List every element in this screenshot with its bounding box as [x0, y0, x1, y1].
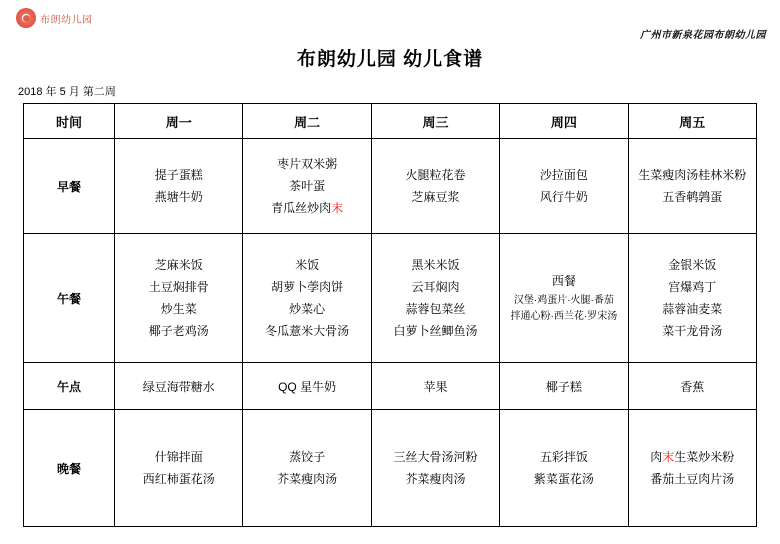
cell-lunch-monday: [115, 234, 243, 363]
kindergarten-logo: [16, 6, 106, 30]
cell-snack-wednesday: 苹果: [371, 363, 499, 410]
cell-snack-monday: 绿豆海带糖水: [115, 363, 243, 410]
menu-item: 五香鹌鹑蛋: [662, 190, 723, 204]
menu-item: 芝麻米饭: [154, 257, 203, 272]
menu-item-highlighted: 青瓜丝炒肉末: [271, 201, 344, 216]
table-header-row: [24, 104, 757, 139]
cell-lunch-wednesday: [371, 234, 499, 363]
row-label-lunch: 午餐: [24, 234, 115, 363]
table-row: [24, 139, 757, 234]
cell-lunch-friday: [628, 234, 756, 363]
page-title: 布朗幼儿园 幼儿食谱: [296, 49, 484, 70]
cell-lunch-tuesday: [243, 234, 371, 363]
cell-dinner-monday: [115, 410, 243, 527]
menu-item-highlighted: 肉末生菜炒米粉: [650, 449, 735, 464]
menu-item: 提子蛋糕: [154, 167, 203, 182]
cell-dinner-friday: [628, 410, 756, 527]
cell-breakfast-tuesday: [243, 139, 371, 234]
menu-item: 生菜瘦肉汤桂林米粉: [638, 167, 747, 182]
menu-item: 芥菜瘦肉汤: [277, 472, 338, 486]
document-header: [0, 0, 780, 41]
cell-breakfast-thursday: [500, 139, 628, 234]
menu-item: 椰子老鸡汤: [148, 324, 209, 339]
table-row: [24, 234, 757, 363]
menu-item: 白萝卜丝鲫鱼汤: [393, 324, 478, 339]
menu-item: 燕塘牛奶: [154, 190, 203, 204]
column-header-thursday: 周四: [500, 104, 628, 139]
menu-item: 芝麻豆浆: [411, 190, 460, 204]
menu-item: 枣片双米粥: [277, 156, 338, 171]
menu-item: 沙拉面包: [539, 167, 588, 182]
menu-item: 炒生菜: [160, 302, 197, 316]
cell-snack-thursday: 椰子糕: [500, 363, 628, 410]
menu-item: 五彩拌饭: [539, 449, 588, 464]
week-subtitle: 2018 年 5 月 第二周: [18, 86, 116, 98]
cell-dinner-wednesday: [371, 410, 499, 527]
red-suffix: 末: [331, 201, 344, 216]
table-row: [24, 410, 757, 527]
menu-item: 金银米饭: [668, 257, 717, 272]
menu-item: 冬瓜薏米大骨汤: [265, 324, 350, 339]
menu-item: 胡萝卜荸肉饼: [271, 279, 344, 294]
school-name: 广州市新泉花园布朗幼儿园: [640, 30, 766, 41]
cell-snack-tuesday: QQ 星牛奶: [243, 363, 371, 410]
column-header-tuesday: 周二: [243, 104, 371, 139]
menu-item: 炒菜心: [289, 302, 326, 316]
menu-item: 宫爆鸡丁: [668, 279, 717, 294]
menu-item: 蒜蓉包菜丝: [405, 302, 466, 316]
menu-note: 汉堡·鸡蛋片·火腿·番茄 拌通心粉·西兰花·罗宋汤: [510, 294, 618, 322]
cell-dinner-thursday: [500, 410, 628, 527]
menu-item: 风行牛奶: [539, 190, 588, 204]
menu-item: 土豆焖排骨: [148, 279, 209, 294]
column-header-monday: 周一: [115, 104, 243, 139]
table-row: [24, 363, 757, 410]
flower-icon: [16, 8, 36, 28]
menu-item: 紫菜蛋花汤: [533, 472, 594, 486]
menu-item: 菜干龙骨汤: [662, 324, 723, 339]
menu-item: 茶叶蛋: [289, 178, 326, 193]
menu-item: 米饭: [295, 257, 320, 272]
row-label-snack: 午点: [24, 363, 115, 410]
column-header-friday: 周五: [628, 104, 756, 139]
menu-item: 蒜蓉油麦菜: [662, 302, 723, 316]
cell-breakfast-monday: [115, 139, 243, 234]
cell-breakfast-friday: [628, 139, 756, 234]
menu-item: 什锦拌面: [154, 449, 203, 464]
row-label-breakfast: 早餐: [24, 139, 115, 234]
column-header-time: 时间: [24, 104, 115, 139]
cell-snack-friday: 香蕉: [628, 363, 756, 410]
menu-item: 云耳焖肉: [411, 279, 460, 294]
cell-breakfast-wednesday: [371, 139, 499, 234]
column-header-wednesday: 周三: [371, 104, 499, 139]
menu-item: 黑米米饭: [411, 257, 460, 272]
menu-item: 三丝大骨汤河粉: [393, 449, 478, 464]
logo-text: 布朗幼儿园: [40, 14, 93, 26]
cell-dinner-tuesday: [243, 410, 371, 527]
menu-table: [23, 103, 757, 527]
cell-lunch-thursday: [500, 234, 628, 363]
menu-item: 西餐: [551, 273, 576, 288]
red-prefix: 末: [662, 449, 675, 464]
menu-item: 番茄土豆肉片汤: [650, 472, 735, 486]
row-label-dinner: 晚餐: [24, 410, 115, 527]
menu-item: 蒸饺子: [289, 449, 326, 464]
menu-item: 西红柿蛋花汤: [142, 472, 215, 486]
menu-item: 芥菜瘦肉汤: [405, 472, 466, 486]
menu-item: 火腿粒花卷: [405, 167, 466, 182]
